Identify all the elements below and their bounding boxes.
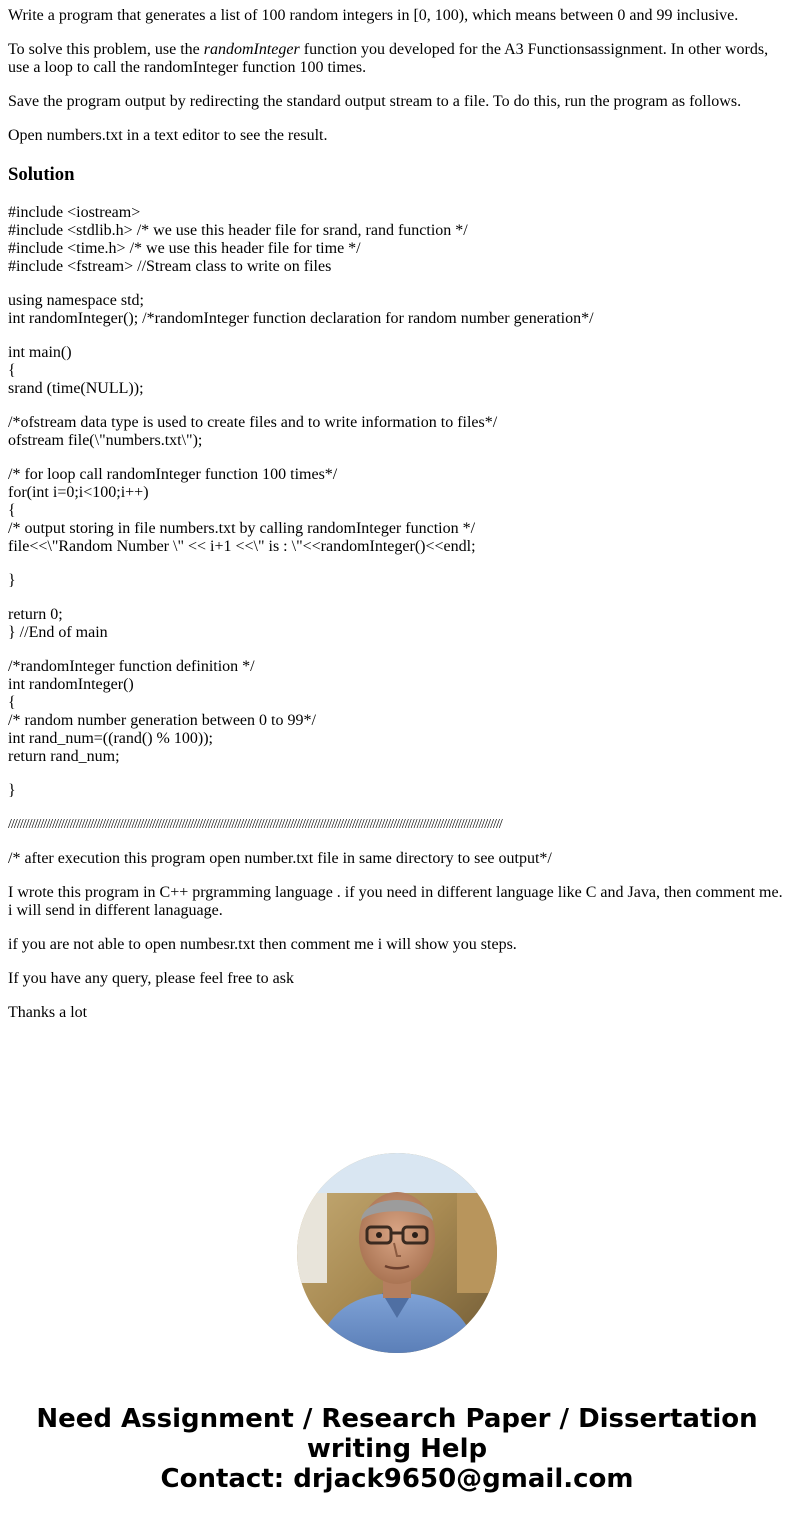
- contact-banner: [0, 1404, 794, 1494]
- code-line: /* random number generation between 0 to 99*/: [8, 712, 316, 729]
- code-line: srand (time(NULL));: [8, 380, 144, 397]
- code-line: int main(): [8, 344, 72, 361]
- code-line: {: [8, 362, 16, 379]
- question-paragraph-4: Open numbers.txt in a text editor to see the result.: [8, 127, 328, 144]
- code-line: int rand_num=((rand() % 100));: [8, 730, 213, 747]
- code-line: /*ofstream data type is used to create files and to write information to files*/: [8, 414, 498, 431]
- code-line: {: [8, 694, 16, 711]
- code-line: ofstream file(\"numbers.txt\");: [8, 432, 203, 449]
- question-paragraph-3: Save the program output by redirecting the standard output stream to a file. To do this, run the program as follows.: [8, 93, 742, 110]
- code-line: #include <fstream> //Stream class to write on files: [8, 258, 332, 275]
- contact-banner-line-2: writing Help: [306, 1434, 488, 1464]
- code-line: #include <time.h> /* we use this header file for time */: [8, 240, 361, 257]
- separator-line: ////////////////////////////////////////////////////////////////////////////////////////////////////////////////////////////////////////////////////////////////////////: [8, 817, 502, 832]
- code-line: return 0;: [8, 606, 63, 623]
- code-line: /*randomInteger function definition */: [8, 658, 255, 675]
- code-line: #include <stdlib.h> /* we use this header file for srand, rand function */: [8, 222, 468, 239]
- code-line: return rand_num;: [8, 748, 120, 765]
- author-avatar: [297, 1153, 497, 1353]
- code-line: }: [8, 782, 16, 799]
- solution-heading: Solution: [8, 164, 75, 185]
- contact-email: Contact: drjack9650@gmail.com: [160, 1464, 634, 1494]
- function-name-emphasis: randomInteger: [203, 41, 300, 58]
- note-paragraph-3: If you have any query, please feel free to ask: [8, 970, 294, 987]
- note-paragraph-2: if you are not able to open numbesr.txt then comment me i will show you steps.: [8, 936, 517, 953]
- contact-banner-line-1: Need Assignment / Research Paper / Dissertation: [36, 1404, 758, 1434]
- code-line: using namespace std;: [8, 292, 144, 309]
- question-paragraph-2-end: function you developed for the A3 Functionsassignment. In other words, use a loop to call the randomInteger function 100 times.: [8, 41, 769, 76]
- author-portrait-image: [297, 1153, 497, 1353]
- code-line: /* output storing in file numbers.txt by calling randomInteger function */: [8, 520, 476, 537]
- note-paragraph-1: I wrote this program in C++ prgramming language . if you need in different language like C and Java, then comment me. i will send in different lanaguage.: [8, 884, 783, 919]
- code-line: int randomInteger(); /*randomInteger function declaration for random number generation*/: [8, 310, 594, 327]
- question-paragraph-2-start: To solve this problem, use the: [8, 41, 204, 58]
- question-paragraph-1: Write a program that generates a list of 100 random integers in [0, 100), which means between 0 and 99 inclusive.: [8, 7, 739, 24]
- note-paragraph-4: Thanks a lot: [8, 1004, 88, 1021]
- code-line: }: [8, 572, 16, 589]
- code-line: file<<\"Random Number \" << i+1 <<\" is : \"<<randomInteger()<<endl;: [8, 538, 476, 555]
- code-line: int randomInteger(): [8, 676, 134, 693]
- code-line: /* for loop call randomInteger function 100 times*/: [8, 466, 338, 483]
- code-line: #include <iostream>: [8, 204, 141, 221]
- code-line: } //End of main: [8, 624, 108, 641]
- code-line: /* after execution this program open number.txt file in same directory to see output*/: [8, 850, 552, 867]
- code-line: for(int i=0;i<100;i++): [8, 484, 149, 501]
- question-paragraph-2: [8, 41, 786, 77]
- code-line: {: [8, 502, 16, 519]
